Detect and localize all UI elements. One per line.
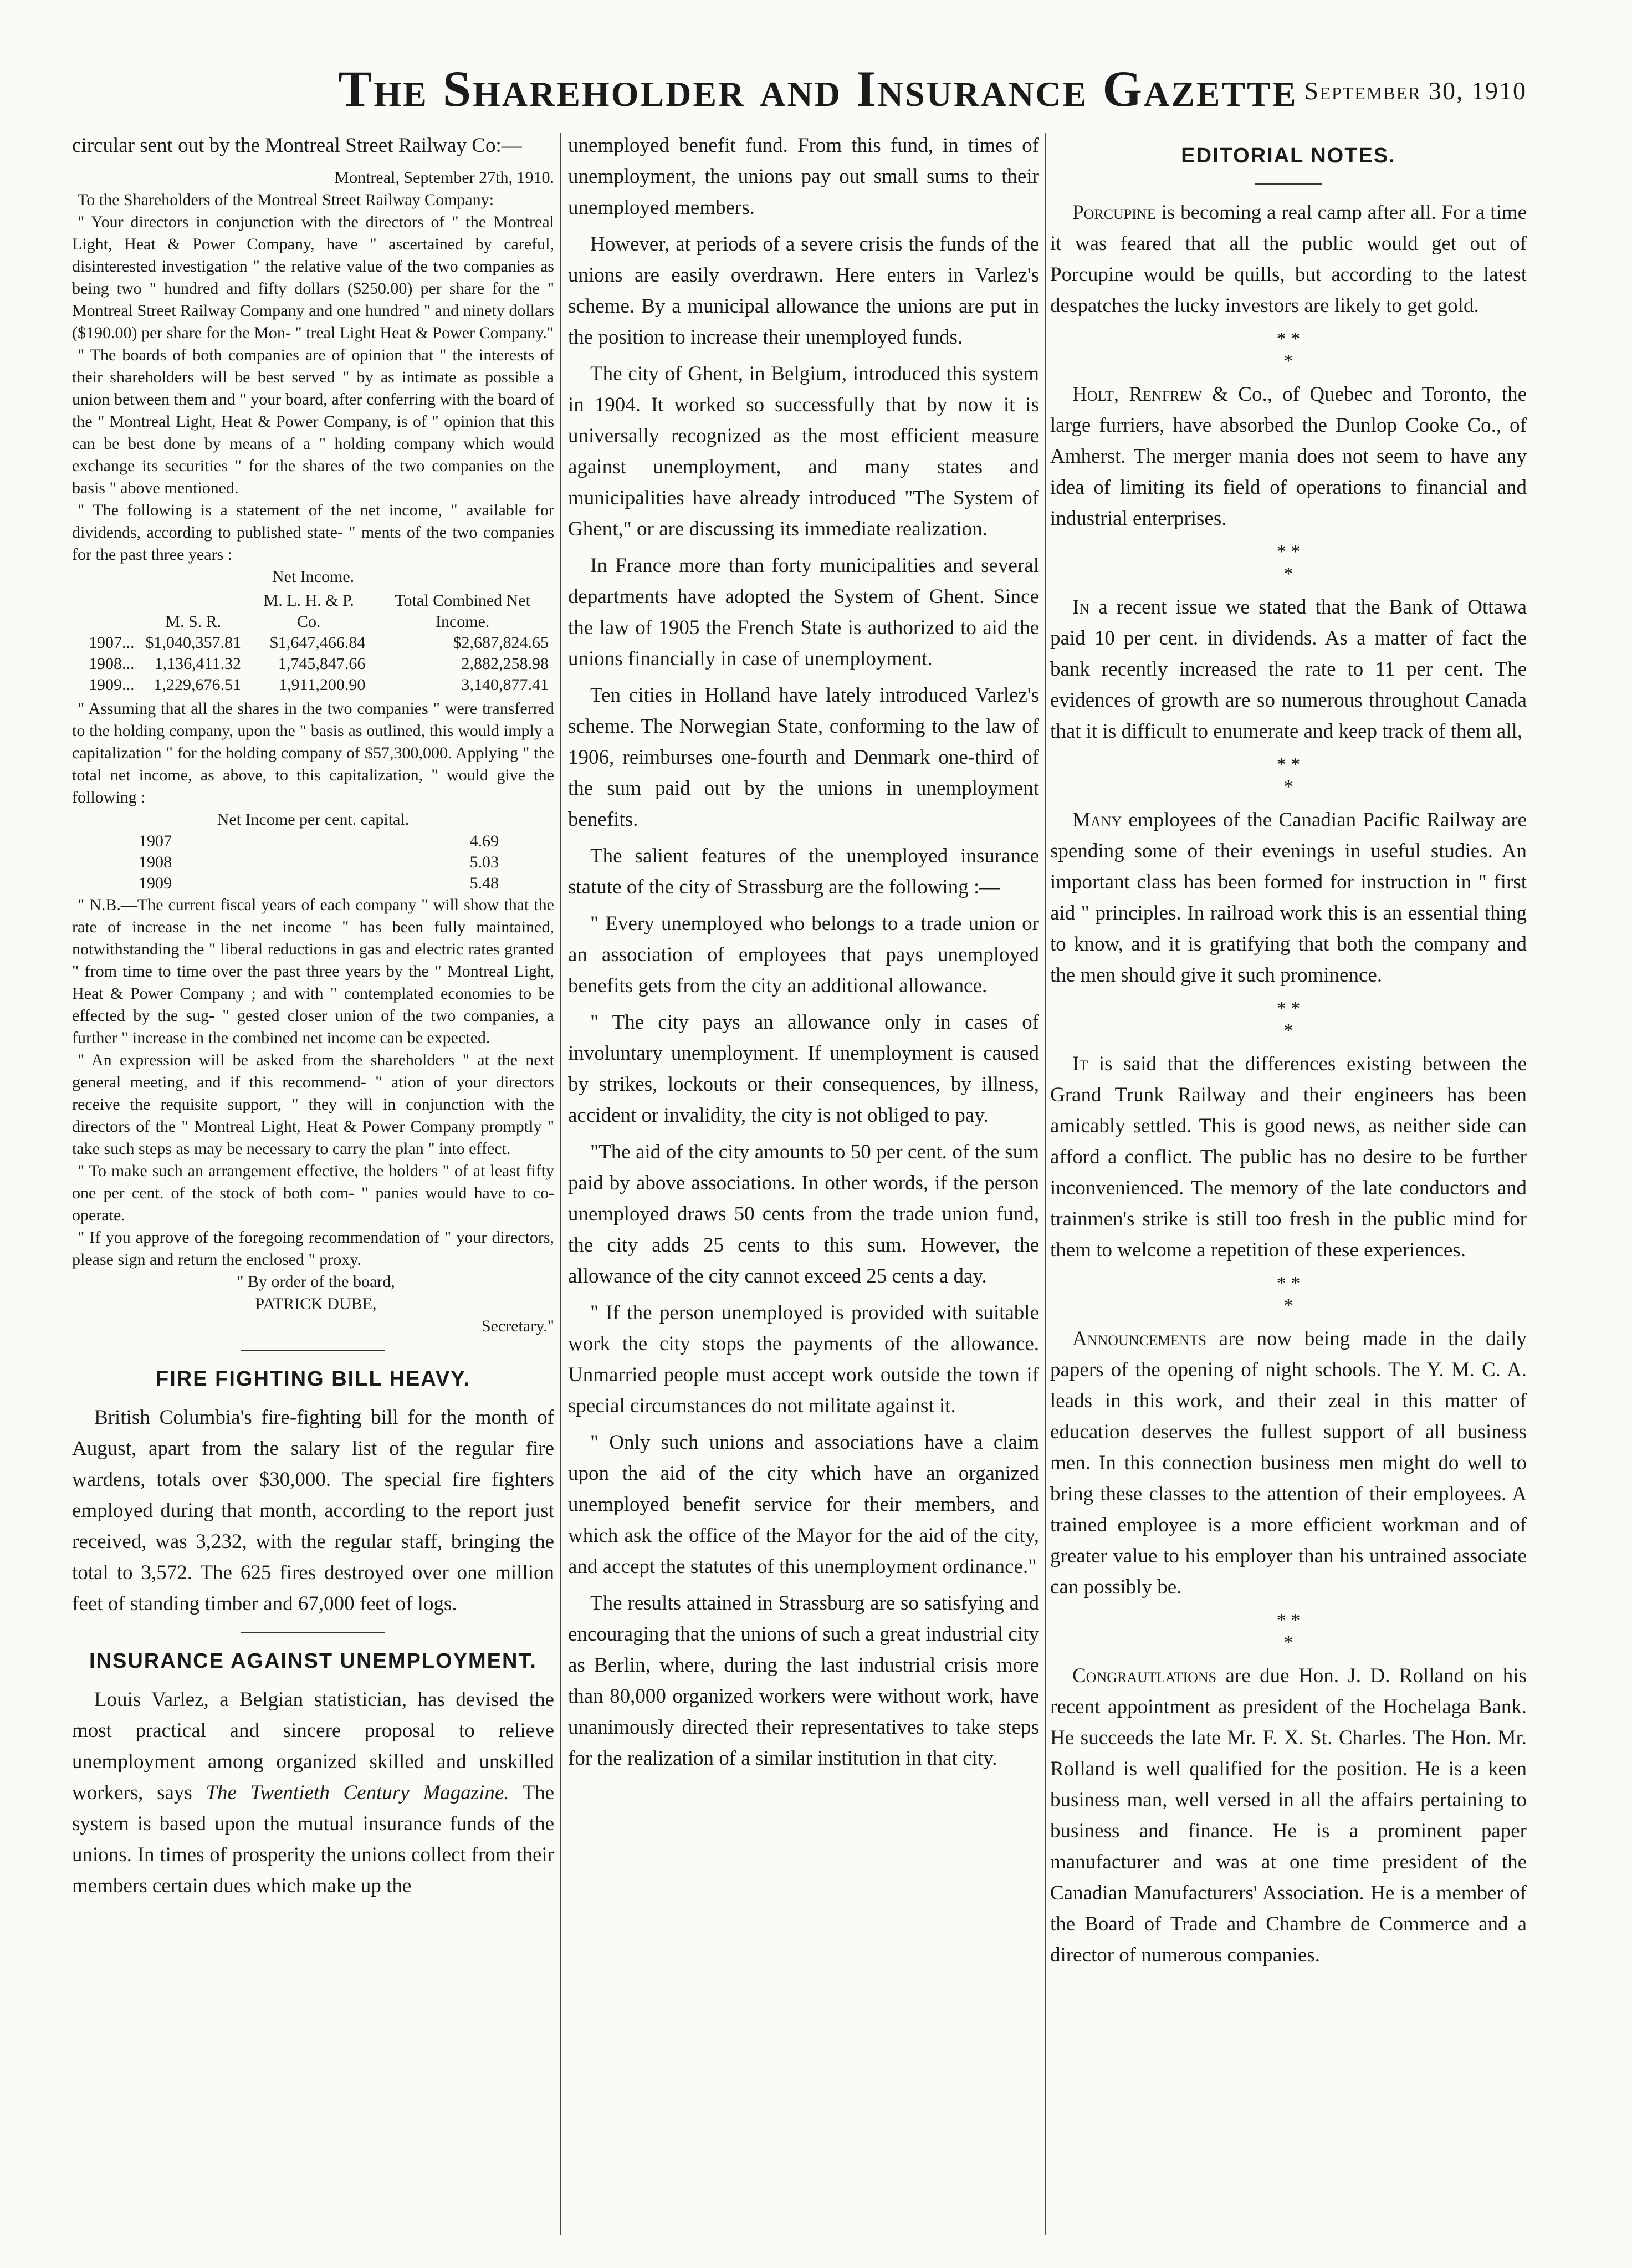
- income-table-title: Net Income.: [272, 568, 355, 586]
- editorial-note: [1050, 197, 1527, 321]
- note-lead: Holt, Renfrew: [1072, 383, 1202, 406]
- editorial-note: [1050, 592, 1527, 747]
- table-cell: 1907...: [89, 634, 135, 652]
- table-cell: 1,745,847.66: [278, 655, 366, 673]
- circular-paragraph: " Assuming that all the shares in the two companies " were transferred to the holding company, upon the " basis as outlined, this would imply a capitalization " for the holding company of $57,300,000. Applying " the total net income, as above, to this capitalization, " would give the following :: [72, 699, 554, 806]
- editorial-note: [1050, 1049, 1527, 1266]
- editorial-note: [1050, 1661, 1527, 1971]
- table-cell: 2,882,258.98: [461, 655, 549, 673]
- article-paragraph: " If the person unemployed is provided with suitable work the city stops the payments of the allowance. Unmarried people must accept work outside the town if special circumstances do not militate against it.: [568, 1301, 1039, 1417]
- circular-paragraph: " The boards of both companies are of opinion that " the interests of their shareholders will be best served " by as intimate as possible a union between them and " your board, after conferring with the board of the " Montreal Light, Heat & Power Company, is of " opinion that this can be best done by means of a " holding company which would exchange its securities " for the shares of the two companies on the basis " above mentioned.: [72, 346, 554, 497]
- article-text: Louis Varlez, a Belgian statistician, has devised the most practical and sincere proposal to relieve unemployment among organized skilled and unskilled workers, says: [72, 1688, 554, 1804]
- note-text: are now being made in the daily papers of the opening of night schools. The Y. M. C. A. leads in this work, and their zeal in this matter of education deserves the fullest support of all business men. In this connection business men might do well to bring these classes to the attention of their employees. A trained employee is a more efficient workman and of greater value to his employer than his untrained associate can possibly be.: [1050, 1327, 1527, 1598]
- table-cell: $2,687,824.65: [453, 634, 549, 652]
- asterism: * * *: [1276, 998, 1301, 1041]
- article-paragraph: " Every unemployed who belongs to a trade union or an association of employees that pays unemployed benefits gets from the city an additional allowance.: [568, 912, 1039, 997]
- ratio-table-title: Net Income per cent. capital.: [217, 810, 410, 829]
- table-header: M. L. H. & P. Co.: [263, 591, 354, 631]
- article-text: The system is based upon the mutual insurance funds of the unions. In times of prosperity the unions collect from their members certain dues which make up the: [72, 1781, 554, 1897]
- column-divider: [1045, 133, 1046, 2235]
- article-separator: [241, 1350, 385, 1351]
- note-lead: Porcupine: [1072, 201, 1156, 224]
- editorial-note: [1050, 379, 1527, 534]
- heading-rule: [1255, 183, 1322, 185]
- article-paragraph: Ten cities in Holland have lately introduced Varlez's scheme. The Norwegian State, conforming to the law of 1906, reimburses one-fourth and Denmark one-third of the sum paid out by the unions in unemployment benefits.: [568, 684, 1039, 831]
- article-paragraph: The salient features of the unemployed insurance statute of the city of Strassburg are the following :—: [568, 845, 1039, 898]
- article-body-fire: British Columbia's fire-fighting bill for the month of August, apart from the salary list of the regular fire wardens, totals over $30,000. The special fire fighters employed during that month, according to the report just received, was 3,232, with the regular staff, bringing the total to 3,572. The 625 fires destroyed over one million feet of standing timber and 67,000 feet of logs.: [72, 1406, 554, 1615]
- article-paragraph: " The city pays an allowance only in cases of involuntary unemployment. If unemployment is caused by strikes, lockouts or their consequences, by illness, accident or invalidity, the city is not obliged to pay.: [568, 1011, 1039, 1127]
- article-paragraph: The city of Ghent, in Belgium, introduced this system in 1904. It worked so successfully that by now it is universally recognized as the most efficient measure against unemployment, and many states and municipalities have already introduced "The System of Ghent," or are discussing its immediate realization.: [568, 362, 1039, 540]
- table-cell: 1908...: [89, 655, 135, 673]
- net-income-table: [83, 590, 554, 696]
- article-paragraph: However, at periods of a severe crisis the funds of the unions are easily overdrawn. Here enters in Varlez's scheme. By a municipal allowance the unions are put in the position to increase their unemployed funds.: [568, 233, 1039, 349]
- column-1: [72, 130, 554, 2235]
- note-lead: It: [1072, 1053, 1088, 1075]
- masthead-rule: [72, 122, 1524, 124]
- article-heading-unemployment: INSURANCE AGAINST UNEMPLOYMENT.: [89, 1649, 537, 1673]
- note-text: is becoming a real camp after all. For a time it was feared that all the public would get out of Porcupine would be quills, but according to the latest despatches the lucky investors are likely to get gold.: [1050, 201, 1527, 317]
- ratio-year: 1908: [139, 853, 172, 871]
- circular-signoff: " By order of the board,: [237, 1273, 395, 1291]
- table-cell: 1909...: [89, 676, 135, 694]
- ratio-row: [139, 873, 499, 894]
- article-paragraph: unemployed benefit fund. From this fund, in times of unemployment, the unions pay out small sums to their unemployed members.: [568, 134, 1039, 219]
- editorial-note: [1050, 1324, 1527, 1603]
- asterism: * * *: [1276, 329, 1301, 371]
- note-lead: Many: [1072, 809, 1122, 831]
- note-lead: Congrautlations: [1072, 1664, 1217, 1687]
- article-heading-fire: FIRE FIGHTING BILL HEAVY.: [156, 1367, 470, 1391]
- table-cell: 1,136,411.32: [154, 655, 241, 673]
- ratio-value: 5.03: [469, 853, 499, 871]
- masthead: [0, 53, 1632, 116]
- column-2: [568, 130, 1039, 2235]
- note-lead: In: [1072, 596, 1090, 619]
- circular-signatory: PATRICK DUBE,: [255, 1295, 377, 1313]
- ratio-value: 4.69: [469, 832, 499, 850]
- table-cell: $1,040,357.81: [145, 634, 241, 652]
- ratio-row: [139, 831, 499, 852]
- note-text: are due Hon. J. D. Rolland on his recent appointment as president of the Hochelaga Bank. He succeeds the late Mr. F. X. St. Charles. The Hon. Mr. Rolland is well qualified for the position. He is a keen business man, well versed in all the affairs pertaining to business and finance. He is a prominent paper manufacturer and was at one time president of the Canadian Manufacturers' Association. He is a member of the Board of Trade and Chambre de Commerce and a director of numerous companies.: [1050, 1664, 1527, 1966]
- asterism: * * *: [1276, 542, 1301, 584]
- table-header: M. S. R.: [165, 612, 222, 631]
- issue-date: September 30, 1910: [1304, 76, 1527, 105]
- shareholder-circular: [72, 167, 554, 1337]
- circular-paragraph: " To make such an arrangement effective, the holders " of at least fifty one per cent. of the stock of both com- " panies would have to co-operate.: [72, 1162, 554, 1224]
- asterism: * * *: [1276, 1273, 1301, 1316]
- magazine-title: The Twentieth Century Magazine.: [206, 1781, 509, 1804]
- article-body-unemployment: [72, 1684, 554, 1902]
- asterism: * * *: [1276, 754, 1301, 797]
- article-paragraph: "The aid of the city amounts to 50 per cent. of the sum paid by above associations. In other words, if the person unemployed draws 50 cents from the trade union fund, the city adds 25 cents to this sum. However, the allowance of the city cannot exceed 25 cents a day.: [568, 1141, 1039, 1288]
- table-row: [83, 632, 554, 653]
- note-text: employees of the Canadian Pacific Railway are spending some of their evenings in useful studies. An important class has been formed for instruction in " first aid " principles. In railroad work this is an essential thing to know, and it is gratifying that both the company and the men should give it such prominence.: [1050, 809, 1527, 987]
- editorial-heading: EDITORIAL NOTES.: [1181, 144, 1396, 167]
- table-cell: 1,911,200.90: [279, 676, 366, 694]
- editorial-note: [1050, 805, 1527, 991]
- article-separator: [241, 1632, 385, 1633]
- ratio-table: [139, 831, 499, 894]
- article-paragraph: " Only such unions and associations have a claim upon the aid of the city which have an organized unemployed benefit service for their members, and which ask the office of the Mayor for the aid of the city, and accept the statutes of this unemployment ordinance.": [568, 1431, 1039, 1578]
- circular-paragraph: " The following is a statement of the net income, " available for dividends, according to published state- " ments of the two companies for the past three years :: [72, 501, 554, 564]
- circular-paragraph: " An expression will be asked from the shareholders " at the next general meeting, and if this recommend- " ation of your directors receive the requisite support, " they will in conjunction with the directors of the " Montreal Light, Heat & Power Company promptly " take such steps as may be necessary to carry the plan " into effect.: [72, 1051, 554, 1158]
- article-paragraph: The results attained in Strassburg are so satisfying and encouraging that the unions of such a great industrial city as Berlin, where, during the last industrial crisis more than 80,000 organized workers were without work, have unanimously directed their representatives to take steps for the realization of a similar institution in that city.: [568, 1592, 1039, 1770]
- column-3: [1050, 130, 1527, 2235]
- table-header: [83, 590, 140, 632]
- column-divider: [560, 133, 561, 2235]
- article-paragraph: In France more than forty municipalities and several departments have adopted the System of Ghent. Since the law of 1905 the French State is authorized to aid the unions financially in case of unemployment.: [568, 554, 1039, 670]
- table-row: [83, 675, 554, 696]
- letter-intro: circular sent out by the Montreal Street Railway Co:—: [72, 134, 522, 157]
- circular-paragraph: " Your directors in conjunction with the directors of " the Montreal Light, Heat & Power Company, have " ascertained by careful, disinterested investigation " the relative value of the two companies as being two " hundred and fifty dollars ($250.00) per share for the " Montreal Street Railway Company and one hundred " and ninety dollars ($190.00) per share for the Mon- " treal Light Heat & Power Company.": [72, 213, 554, 342]
- circular-dateline: Montreal, September 27th, 1910.: [334, 168, 554, 187]
- table-cell: 3,140,877.41: [461, 676, 549, 694]
- note-lead: Announcements: [1072, 1327, 1206, 1350]
- circular-paragraph: " If you approve of the foregoing recommendation of " your directors, please sign and return the enclosed " proxy.: [72, 1228, 554, 1269]
- ratio-value: 5.48: [469, 874, 499, 892]
- table-cell: $1,647,466.84: [269, 634, 366, 652]
- ratio-year: 1909: [139, 874, 172, 892]
- table-cell: 1,229,676.51: [154, 676, 241, 694]
- note-text: a recent issue we stated that the Bank of Ottawa paid 10 per cent. in dividends. As a matter of fact the bank recently increased the rate to 11 per cent. The evidences of growth are so numerous throughout Canada that it is difficult to enumerate and keep track of them all,: [1050, 596, 1527, 743]
- asterism: * * *: [1276, 1610, 1301, 1653]
- circular-salutation: To the Shareholders of the Montreal Street Railway Company:: [78, 191, 494, 209]
- note-text: is said that the differences existing between the Grand Trunk Railway and their engineers has been amicably settled. This is good news, as neither side can afford a conflict. The public has no desire to be further inconvenienced. The memory of the late conductors and trainmen's strike is still too fresh in the public mind for them to welcome a repetition of these experiences.: [1050, 1053, 1527, 1261]
- circular-paragraph: " N.B.—The current fiscal years of each company " will show that the rate of increase in the net income " has been fully maintained, notwithstanding the " liberal reductions in gas and electric rates granted " from time to time over the past three years by the " Montreal Light, Heat & Power Company ; and with " contemplated economies to be effected by the sug- " gested closer union of the two companies, a further " increase in the combined net income can be expected.: [72, 896, 554, 1047]
- note-text: & Co., of Quebec and Toronto, the large furriers, have absorbed the Dunlop Cooke Co., of Amherst. The merger mania does not seem to have any idea of limiting its field of operations to financial and industrial enterprises.: [1050, 383, 1527, 530]
- table-header: Total Combined Net Income.: [395, 591, 530, 631]
- ratio-year: 1907: [139, 832, 172, 850]
- circular-signatory-title: Secretary.": [481, 1317, 554, 1335]
- ratio-row: [139, 852, 499, 873]
- table-row: [83, 653, 554, 675]
- newspaper-title: The Shareholder and Insurance Gazette: [338, 60, 1298, 117]
